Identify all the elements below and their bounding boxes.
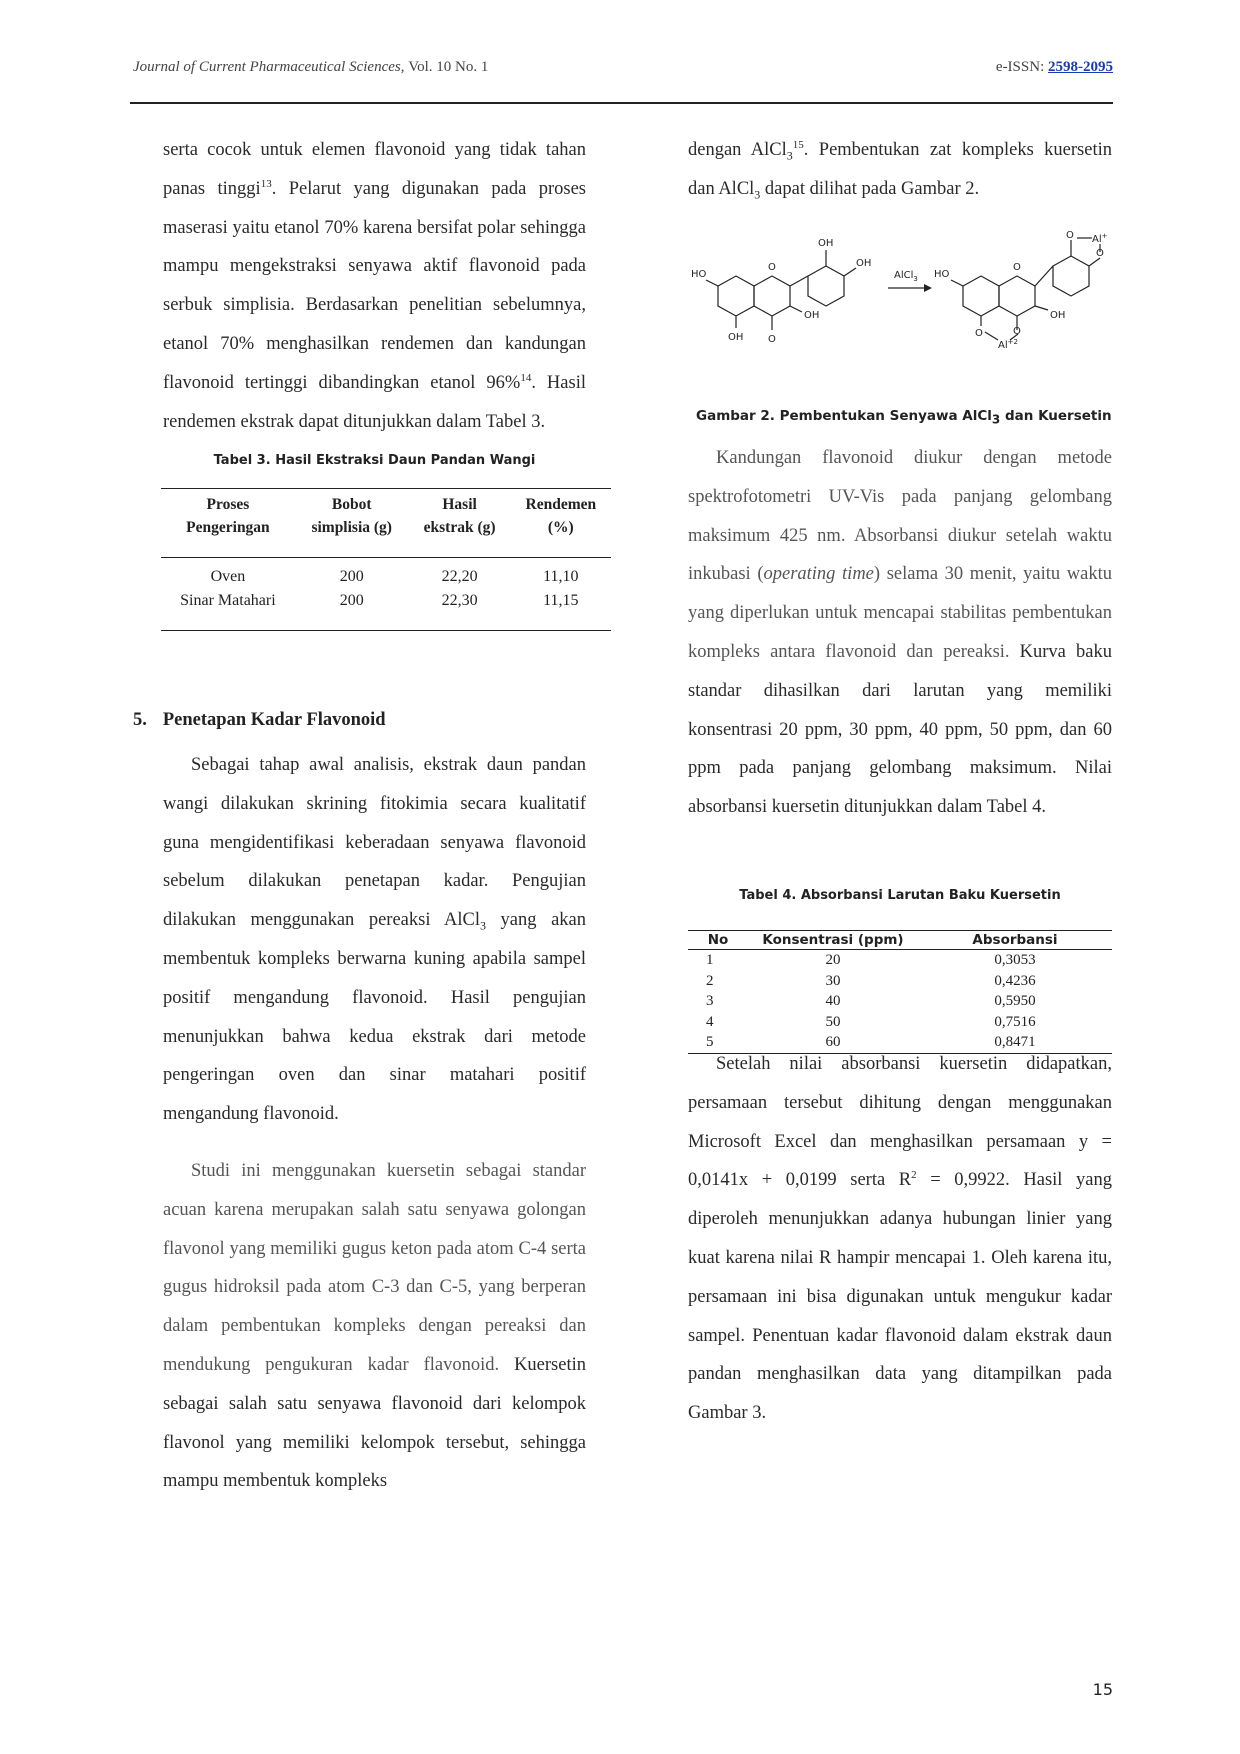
aluminium-2-label: $Al^{+2}$ — [998, 338, 1018, 351]
paragraph-complex: dengan AlCl$_3^{15}$. Pembentukan zat kompleks kuersetin dan AlCl$_3$ dapat dilihat pada Gambar 2. — [688, 138, 1112, 202]
table-header-cell: Proses Pengeringan — [161, 489, 295, 558]
running-header-journal — [133, 59, 488, 76]
catechol-oxygen-label: O — [1096, 248, 1104, 259]
table-4 — [688, 930, 1112, 1054]
paragraph-maceration: serta cocok untuk elemen flavonoid yang tidak tahan panas tinggi$^{13}$. Pelarut yang digunakan pada proses maserasi yaitu etanol 70% karena bersifat polar sehingga mampu mengekstraksi senyawa aktif flavonoid pada serbuk simplisia. Berdasarkan penelitian sebelumnya, etanol 70% menghasilkan rendemen dan kandungan flavonoid tertinggi dibandingkan etanol 96%$^{14}$. Hasil rendemen ekstrak dapat ditunjukkan dalam Tabel 3. — [163, 140, 586, 432]
table-3-caption: Tabel 3. Hasil Ekstraksi Daun Pandan Wangi — [213, 453, 536, 469]
issn-link[interactable]: 2598-2095 — [1048, 59, 1113, 75]
ho-label: HO — [691, 269, 707, 280]
table-row: Sinar Matahari 200 22,30 11,15 — [161, 589, 611, 631]
table-row: 4 50 0,7516 — [706, 1013, 1036, 1030]
quercetin-structure — [706, 250, 856, 330]
running-header-issn — [996, 59, 1113, 76]
table-row: 5 60 0,8471 — [688, 1032, 1112, 1053]
citation-15: 15 — [792, 138, 804, 151]
table-3 — [161, 488, 611, 631]
table-header-cell: Absorbansi — [918, 931, 1112, 950]
section-title: Penetapan Kadar Flavonoid — [162, 710, 386, 730]
paragraph-screening: Sebagai tahap awal analisis, ekstrak daun pandan wangi dilakukan skrining fitokimia secara kualitatif guna mengidentifikasi keberadaan senyawa flavonoid sebelum dilakukan penetapan kadar. Pengujian dilakukan menggunakan pereaksi AlCl$_3$ yang akan membentuk kompleks berwarna kuning apabila sampel positif mengandung flavonoid. Hasil pengujian menunjukkan bahwa kedua ekstrak dari metode pengeringan oven dan sinar matahari positif mengandung flavonoid. — [163, 755, 586, 1125]
header-divider — [130, 102, 1113, 104]
page-number: 15 — [1092, 1680, 1113, 1699]
table-header-cell: Rendemen (%) — [511, 489, 611, 558]
chelate-oxygen-label: O — [975, 328, 983, 339]
table-header-row — [688, 931, 1112, 950]
table-header-row — [161, 489, 611, 558]
paragraph-regression: Setelah nilai absorbansi kuersetin didapatkan, persamaan tersebut dihitung dengan menggunakan Microsoft Excel dan menghasilkan persamaan y = 0,0141x + 0,0199 serta $R^2 = 0,9922$. Hasil yang diperoleh menunjukkan adanya hubungan linier yang kuat karena nilai R hampir mencapai 1. Oleh karena itu, persamaan ini bisa digunakan untuk mengukur kadar sampel. Penentuan kadar flavonoid dalam ekstrak daun pandan menghasilkan data yang ditampilkan pada Gambar 3. — [688, 1054, 1112, 1424]
oh-label: OH — [818, 238, 834, 249]
table-row: Oven 200 22,20 11,10 — [210, 568, 579, 586]
complex-structure — [951, 238, 1100, 340]
right-column-lower — [688, 1045, 1112, 1433]
table-header-cell: Konsentrasi (ppm) — [748, 931, 918, 950]
table-row: 1 20 0,3053 — [706, 952, 1036, 968]
left-column-lower — [163, 746, 586, 1501]
reagent-label: AlCl$_3$ — [894, 270, 918, 283]
table-header-cell: Hasil ekstrak (g) — [409, 489, 511, 558]
citation-13: 13 — [260, 177, 272, 190]
right-column-middle — [688, 439, 1112, 827]
paragraph-uv-vis: Kandungan flavonoid diukur dengan metode spektrofotometri UV-Vis pada panjang gelombang maksimum 425 nm. Absorbansi diukur setelah waktu inkubasi (operating time) selama 30 menit, yaitu waktu yang diperlukan untuk mencapai stabilitas pembentukan kompleks antara flavonoid dan pereaksi. Kurva baku standar dihasilkan dari larutan yang memiliki konsentrasi 20 ppm, 30 ppm, 40 ppm, 50 ppm, dan 60 ppm pada panjang gelombang maksimum. Nilai absorbansi kuersetin ditunjukkan dalam Tabel 4. — [688, 448, 1113, 818]
right-column — [688, 131, 1112, 209]
table-4-caption: Tabel 4. Absorbansi Larutan Baku Kuersetin — [739, 888, 1061, 903]
oh-label: OH — [1050, 310, 1066, 321]
section-heading — [133, 710, 386, 731]
figure-2-caption: Gambar 2. Pembentukan Senyawa AlCl$_3$ dan Kuersetin — [696, 408, 1112, 427]
figure-2-reaction — [688, 222, 1128, 382]
oh-label: OH — [856, 258, 872, 269]
reaction-arrow — [888, 270, 932, 292]
ketone-oxygen-label: O — [768, 334, 776, 345]
journal-name: Journal of Current Pharmaceutical Sciences, — [133, 59, 405, 75]
oh-label: OH — [804, 310, 820, 321]
ho-label: HO — [934, 269, 950, 280]
table-row: 2 30 0,4236 — [706, 972, 1036, 989]
issn-label: e-ISSN: — [995, 59, 1045, 75]
ring-oxygen-label: O — [768, 262, 776, 273]
citation-14: 14 — [520, 371, 532, 384]
left-column — [163, 131, 597, 631]
ketone-oxygen-label: O — [1013, 326, 1021, 337]
journal-volume: Vol. 10 No. 1 — [408, 59, 489, 75]
table-row: 3 40 0,5950 — [706, 993, 1036, 1009]
section-number: 5. — [133, 710, 147, 730]
ring-oxygen-label: O — [1013, 262, 1021, 273]
catechol-oxygen-label: O — [1066, 230, 1074, 241]
aluminium-label: Al+ — [1092, 232, 1108, 245]
paragraph-quercetin: Studi ini menggunakan kuersetin sebagai standar acuan karena merupakan salah satu senyawa golongan flavonol yang memiliki gugus keton pada atom C-4 serta gugus hidroksil pada atom C-3 dan C-5, yang berperan dalam pembentukan kompleks dengan pereaksi dan mendukung pengukuran kadar flavonoid. Kuersetin sebagai salah satu senyawa flavonoid dari kelompok flavonol yang memiliki kelompok tersebut, sehingga mampu membentuk kompleks — [163, 1160, 586, 1492]
table-header-cell: No — [688, 931, 748, 950]
table-header-cell: Bobot simplisia (g) — [295, 489, 409, 558]
oh-label: OH — [728, 332, 744, 343]
